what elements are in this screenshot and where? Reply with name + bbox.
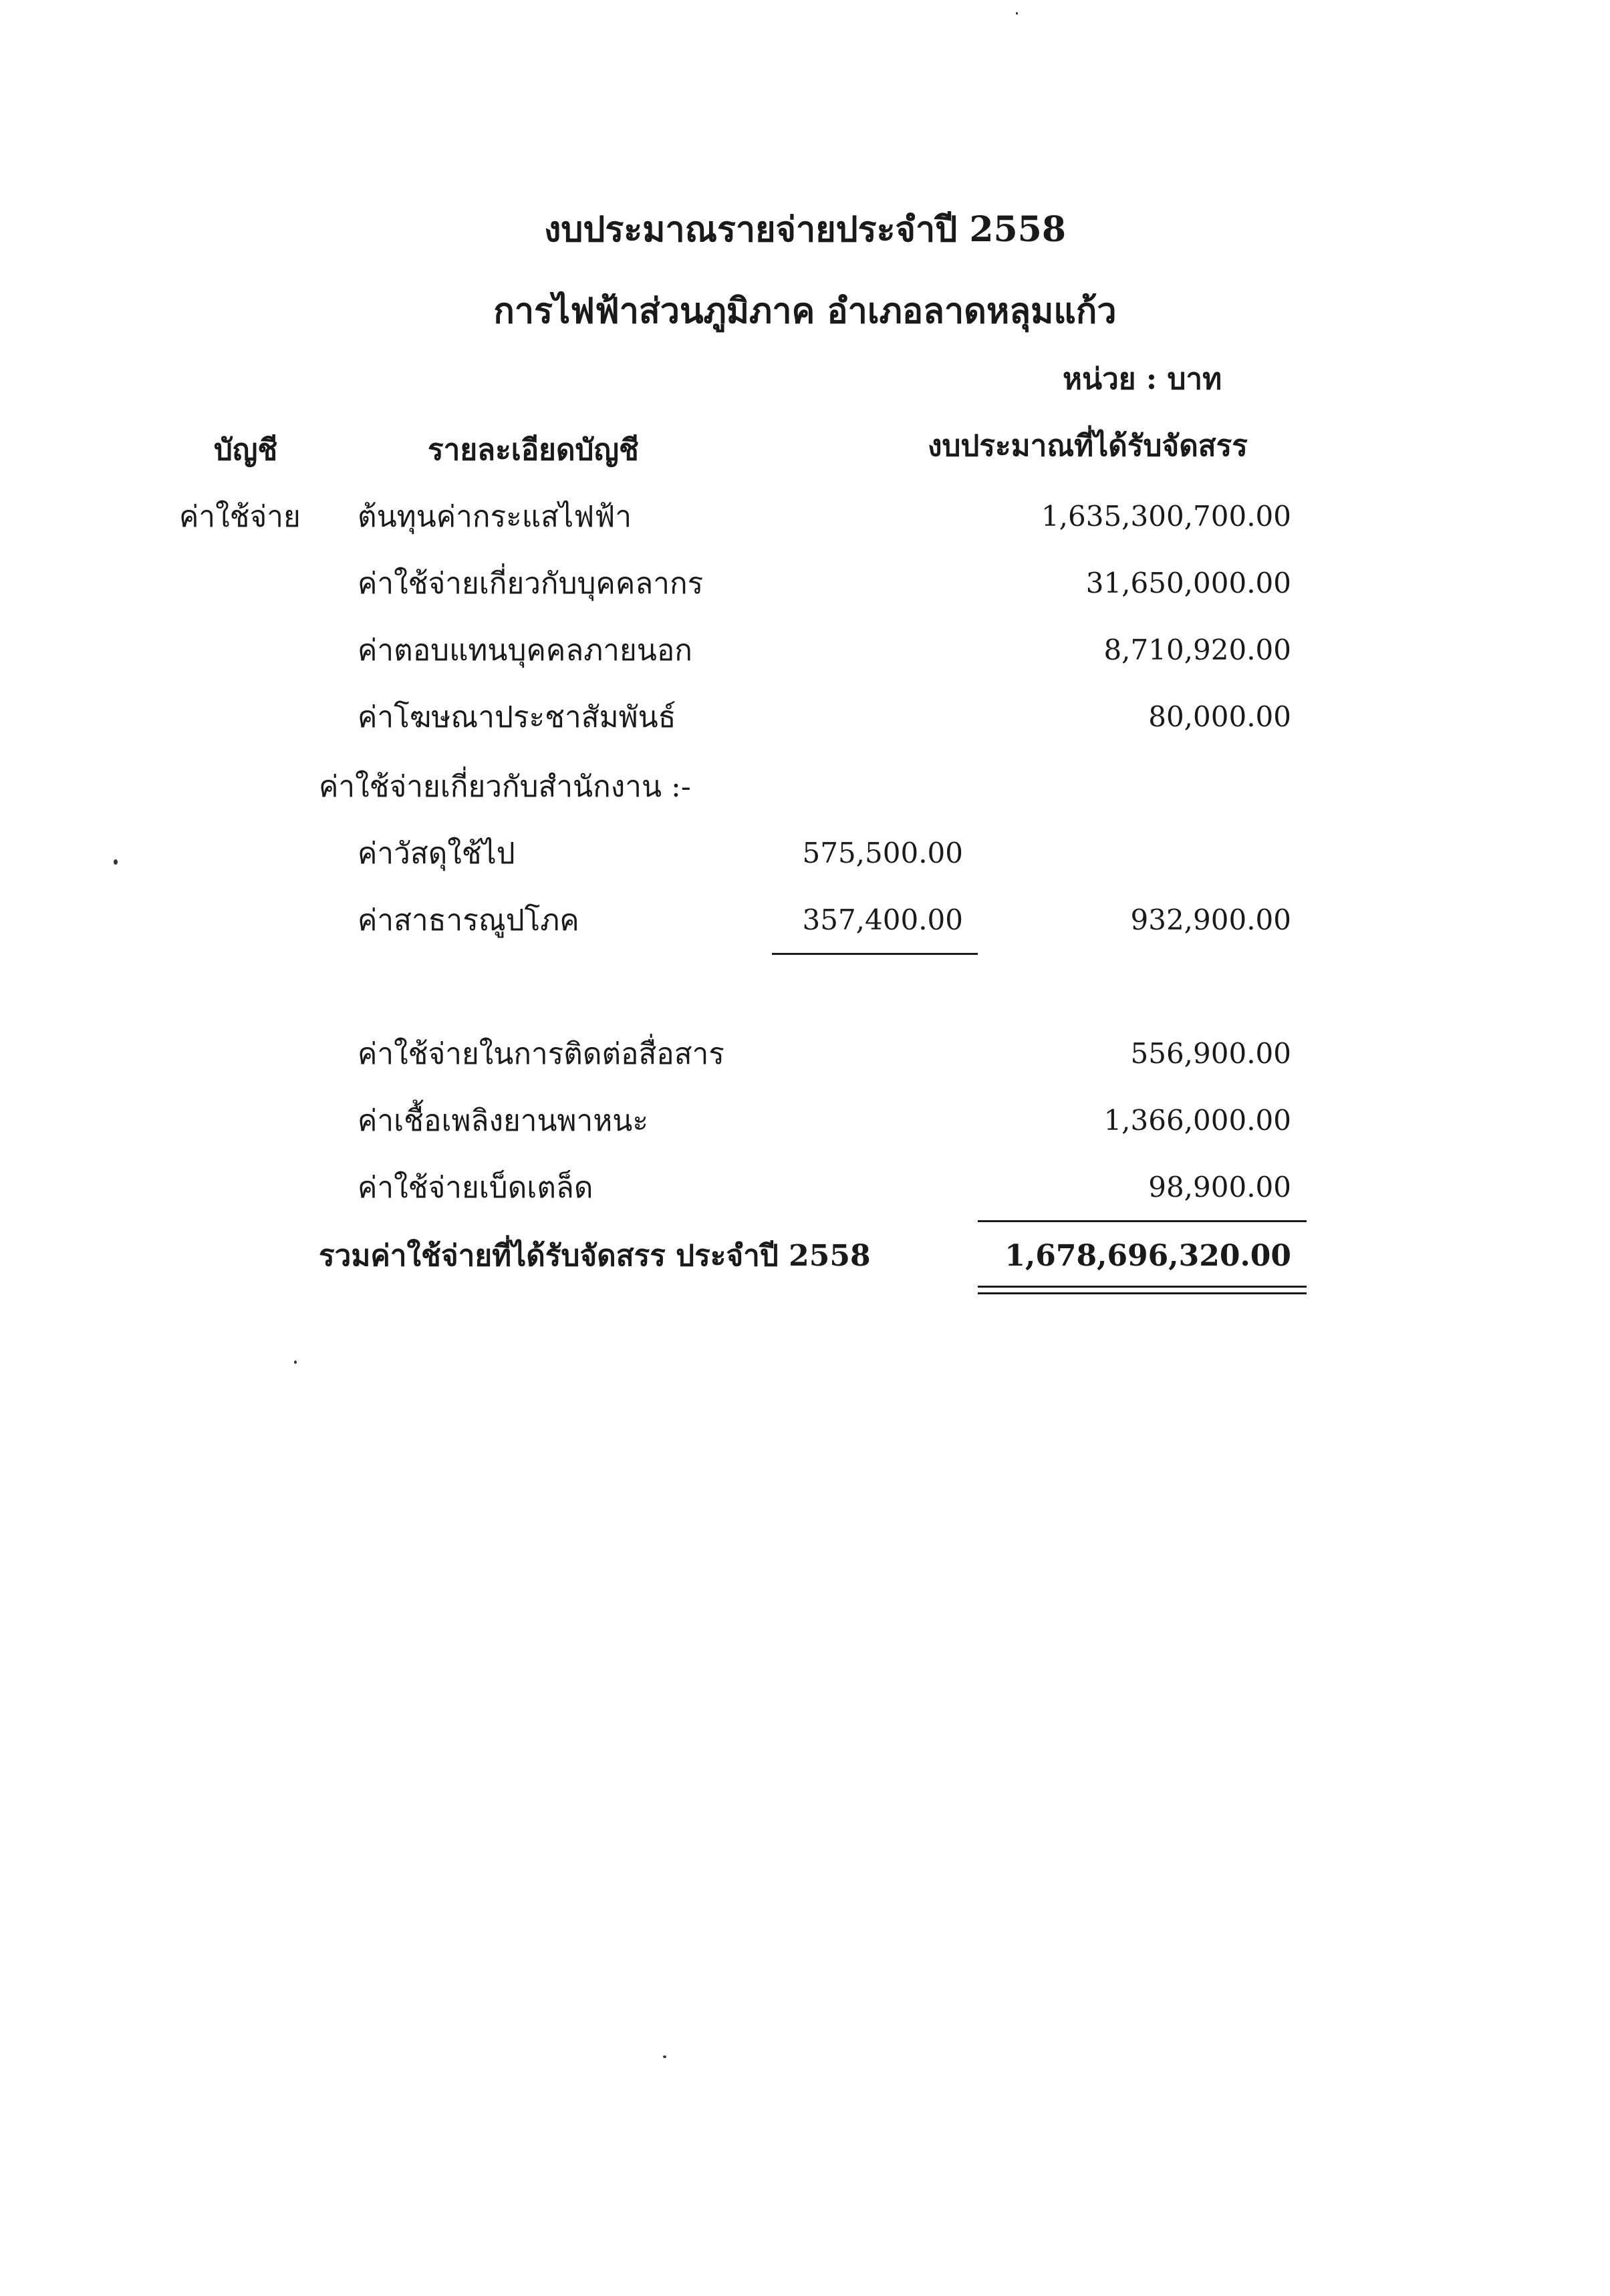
header-detail: รายละเอียดบัญชี <box>428 433 639 467</box>
row-label: ค่าใช้จ่ายในการติดต่อสื่อสาร <box>358 1037 724 1071</box>
scan-speck <box>114 859 118 865</box>
total-amount: 1,678,696,320.00 <box>1004 1239 1291 1273</box>
row-label: ค่าตอบแทนบุคคลภายนอก <box>358 633 692 668</box>
office-group-total: 932,900.00 <box>1130 903 1291 936</box>
row-label: ต้นทุนค่ากระแสไฟฟ้า <box>358 500 632 534</box>
row-amount: 1,366,000.00 <box>1103 1104 1291 1137</box>
total-top-rule <box>978 1220 1307 1222</box>
row-amount: 80,000.00 <box>1148 700 1291 733</box>
row-label: ค่าโฆษณาประชาสัมพันธ์ <box>358 700 676 734</box>
office-item-label: ค่าวัสดุใช้ไป <box>358 837 515 871</box>
row-amount: 556,900.00 <box>1130 1037 1291 1070</box>
office-item-sub-amount: 575,500.00 <box>802 837 963 869</box>
office-item-label: ค่าสาธารณูปโภค <box>358 903 579 938</box>
subtotal-underline <box>772 953 978 955</box>
total-double-rule-1 <box>978 1286 1307 1288</box>
header-budget: งบประมาณที่ได้รับจัดสรร <box>928 429 1248 463</box>
row-amount: 8,710,920.00 <box>1103 633 1291 666</box>
row-amount: 31,650,000.00 <box>1085 567 1291 599</box>
row-amount: 98,900.00 <box>1148 1171 1291 1203</box>
row-label: ค่าใช้จ่ายเบ็ดเตล็ด <box>358 1171 593 1205</box>
scan-speck <box>294 1360 297 1364</box>
unit-label: หน่วย : บาท <box>1063 362 1222 396</box>
total-label: รวมค่าใช้จ่ายที่ได้รับจัดสรร ประจำปี 2558 <box>319 1239 871 1273</box>
office-group-label: ค่าใช้จ่ายเกี่ยวกับสำนักงาน :- <box>319 770 691 804</box>
row-label: ค่าใช้จ่ายเกี่ยวกับบุคคลากร <box>358 567 704 601</box>
document-title: งบประมาณรายจ่ายประจำปี 2558 <box>543 209 1067 250</box>
account-name: ค่าใช้จ่าย <box>179 500 301 534</box>
row-label: ค่าเชื้อเพลิงยานพาหนะ <box>358 1104 648 1138</box>
scan-speck <box>1016 12 1018 15</box>
office-item-sub-amount: 357,400.00 <box>802 903 963 936</box>
header-account: บัญชี <box>214 433 278 467</box>
scan-speck <box>663 2055 666 2058</box>
document-subtitle: การไฟฟ้าส่วนภูมิภาค อำเภอลาดหลุมแก้ว <box>493 291 1117 331</box>
total-double-rule-2 <box>978 1292 1307 1294</box>
row-amount: 1,635,300,700.00 <box>1041 500 1291 533</box>
